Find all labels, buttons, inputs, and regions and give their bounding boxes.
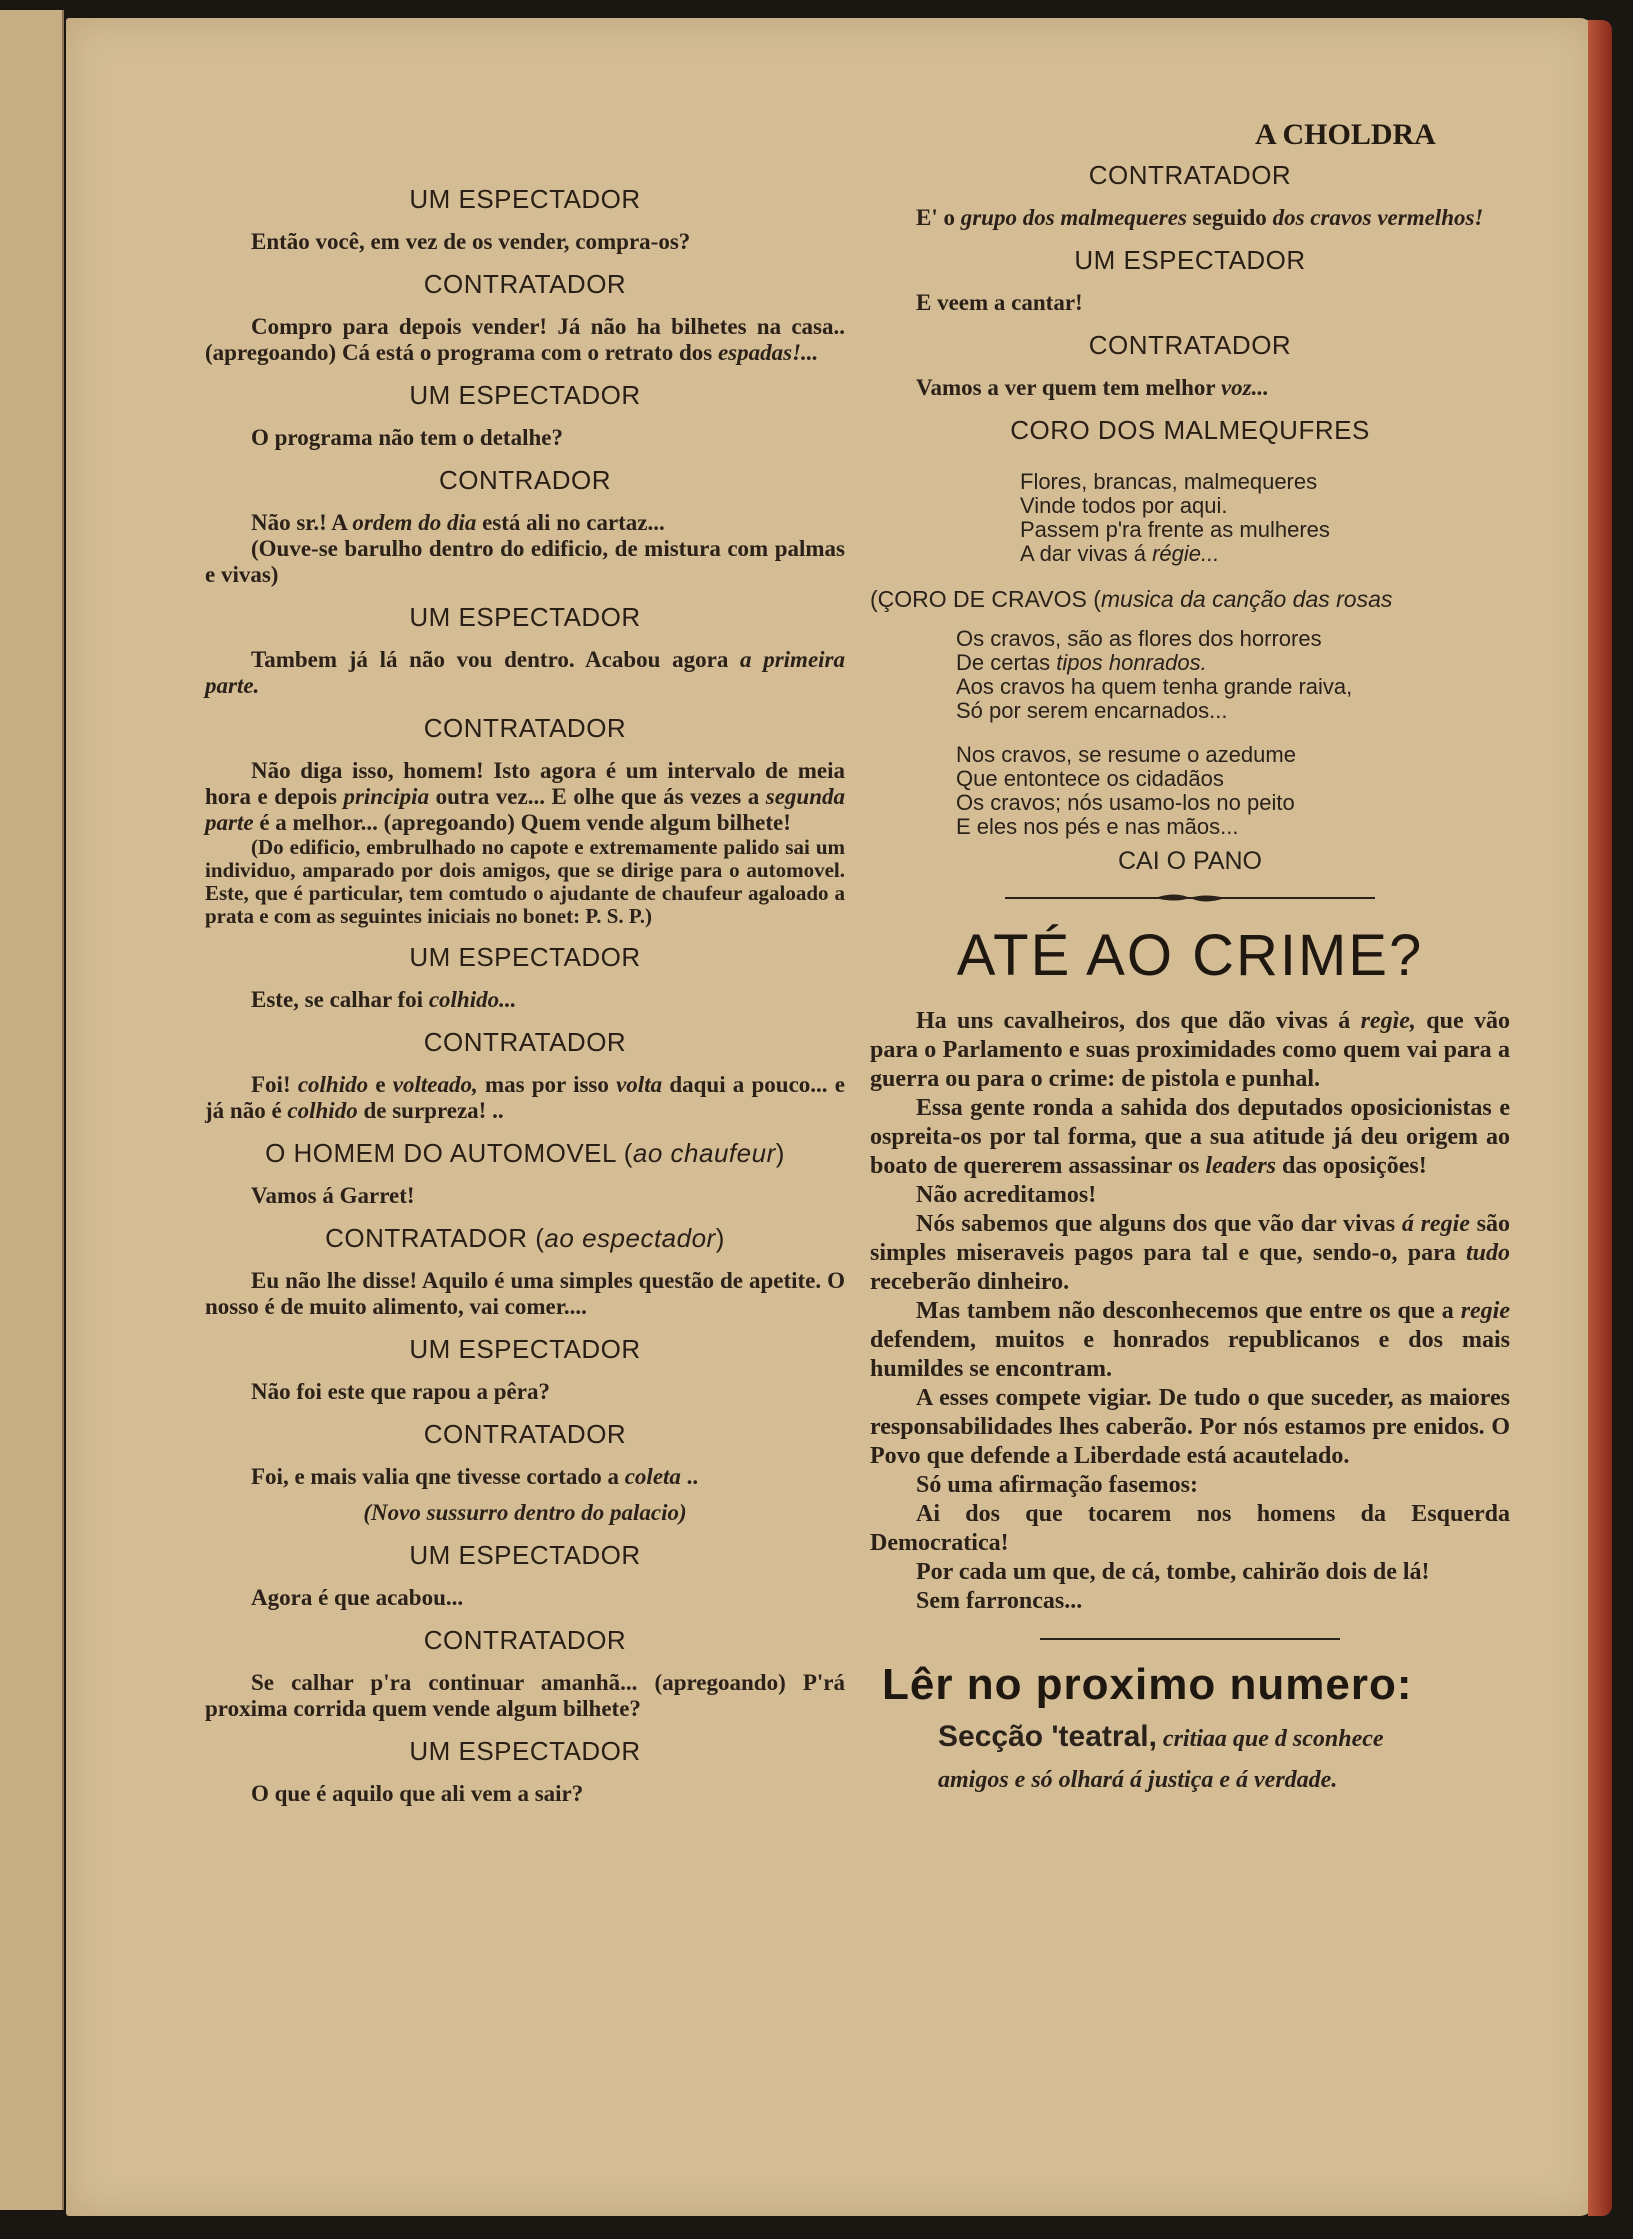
article-body xyxy=(870,1007,1510,1616)
speaker-heading: CONTRATADOR xyxy=(423,1625,627,1655)
article-title: ATÉ AO CRIME? xyxy=(956,923,1424,988)
dialogue-line: Compro para depois vender! Já não ha bilhetes na casa.. (apregoando) Cá está o programa com o retrato dos espadas!... xyxy=(205,314,845,365)
verse-line: Vinde todos por aqui. xyxy=(1020,493,1228,518)
dialogue-line: Este, se calhar foi colhido... xyxy=(251,987,517,1012)
speaker-heading: CORO DOS MALMEQUFRES xyxy=(1010,415,1370,445)
verse-line: Nos cravos, se resume o azedume xyxy=(956,742,1296,767)
article-paragraph: Não acreditamos! xyxy=(916,1182,1097,1208)
dialogue-line: Foi, e mais valia qne tivesse cortado a coleta .. xyxy=(251,1464,699,1489)
speaker-heading: CONTRATADOR xyxy=(423,1027,627,1057)
dialogue-line: Não sr.! A ordem do dia está ali no cartaz... xyxy=(251,510,665,535)
speaker-heading: UM ESPECTADOR xyxy=(409,1540,641,1570)
curtain-falls: CAI O PANO xyxy=(1117,847,1262,875)
dialogue-line: Foi! colhido e volteado, mas por isso volta daqui a pouco... e já não é colhido de surpreza! .. xyxy=(205,1072,845,1123)
article-paragraph: Ha uns cavalheiros, dos que dão vivas á regìe, que vão para o Parlamento e suas proximidades como quem vai para a guerra ou para o crime: de pistola e punhal. xyxy=(870,1008,1510,1092)
speaker-heading: UM ESPECTADOR xyxy=(409,1736,641,1766)
stage-direction: (Ouve-se barulho dentro do edificio, de mistura com palmas e vivas) xyxy=(205,536,845,587)
chorus-heading: (ÇORO DE CRAVOS (musica da canção das rosas xyxy=(870,586,1393,612)
verse-line: Passem p'ra frente as mulheres xyxy=(1020,517,1330,542)
next-issue-notice: Secção 'teatral, critiaa que d sconhece amigos e só olhará á justiça e á verdade. xyxy=(938,1720,1384,1793)
verse-line: E eles nos pés e nas mãos... xyxy=(956,814,1239,839)
speaker-heading: CONTRADOR xyxy=(438,465,612,495)
speaker-heading: CONTRATADOR xyxy=(423,269,627,299)
verse-line: Que entontece os cidadãos xyxy=(956,766,1224,791)
speaker-heading: CONTRATADOR xyxy=(1088,330,1292,360)
speaker-heading: O HOMEM DO AUTOMOVEL (ao chaufeur) xyxy=(265,1138,785,1168)
article-paragraph: Só uma afirmação fasemos: xyxy=(916,1472,1198,1498)
speaker-heading: UM ESPECTADOR xyxy=(409,1334,641,1364)
verse-stanza xyxy=(1020,470,1510,566)
dialogue-line: Eu não lhe disse! Aquilo é uma simples questão de apetite. O nosso é de muito alimento, vai comer.... xyxy=(205,1268,845,1319)
ornamental-rule xyxy=(1005,890,1375,906)
verse-stanza xyxy=(956,743,1510,839)
speaker-heading: UM ESPECTADOR xyxy=(409,380,641,410)
speaker-heading: UM ESPECTADOR xyxy=(409,602,641,632)
verse-line: A dar vivas á régie... xyxy=(1020,541,1220,566)
dialogue-line: Agora é que acabou... xyxy=(251,1585,464,1610)
dialogue-line: Então você, em vez de os vender, compra-os? xyxy=(251,229,691,254)
stage-direction: (Novo sussurro dentro do palacio) xyxy=(363,1500,687,1525)
speaker-heading: UM ESPECTADOR xyxy=(409,942,641,972)
dialogue-line: Tambem já lá não vou dentro. Acabou agora a primeira parte. xyxy=(205,647,846,698)
article-paragraph: Por cada um que, de cá, tombe, cahirão dois de lá! xyxy=(916,1559,1430,1585)
verse-line: De certas tipos honrados. xyxy=(956,650,1207,675)
dialogue-line: Vamos a ver quem tem melhor voz... xyxy=(916,375,1269,400)
article-paragraph: Nós sabemos que alguns dos que vão dar vivas á regie são simples miseraveis pagos para tal e que, sendo-o, para tudo receberão dinheiro. xyxy=(870,1211,1511,1295)
speaker-heading: CONTRATADOR xyxy=(423,713,627,743)
article-paragraph: Essa gente ronda a sahida dos deputados oposicionistas e ospreita-os por tal forma, que a sua atitude já deu origem ao boato de quererem assassinar os leaders das oposições! xyxy=(870,1095,1510,1179)
dialogue-line: O que é aquilo que ali vem a sair? xyxy=(251,1781,584,1806)
dialogue-line: Vamos á Garret! xyxy=(251,1183,415,1208)
verse-stanza xyxy=(956,627,1510,723)
speaker-heading: CONTRATADOR xyxy=(423,1419,627,1449)
running-head: A CHOLDRA xyxy=(1255,118,1436,151)
dialogue-line: E' o grupo dos malmequeres seguido dos cravos vermelhos! xyxy=(916,205,1484,230)
verse-line: Só por serem encarnados... xyxy=(956,698,1228,723)
article-paragraph: Mas tambem não desconhecemos que entre os que a regie defendem, muitos e honrados republicanos e dos mais humildes se encontram. xyxy=(870,1298,1510,1382)
speaker-heading: UM ESPECTADOR xyxy=(1074,245,1306,275)
dialogue-line: Não diga isso, homem! Isto agora é um intervalo de meia hora e depois principia outra vez... E olhe que ás vezes a segunda parte é a melhor... (apregoando) Quem vende algum bilhete! xyxy=(205,758,845,835)
stage-direction: (Do edificio, embrulhado no capote e extremamente palido sai um individuo, amparado por dois amigos, que se dirige para o automovel. Este, que é particular, tem comtudo o ajudante de chaufeur agaloado a prata e com as seguintes iniciais no bonet: P. S. P.) xyxy=(205,835,845,928)
article-paragraph: A esses compete vigiar. De tudo o que suceder, as maiores responsabilidades lhes caberão. Por nós estamos pre enidos. O Povo que defende a Liberdade está acautelado. xyxy=(870,1385,1510,1469)
speaker-heading: CONTRATADOR xyxy=(1088,160,1292,190)
speaker-heading: CONTRATADOR (ao espectador) xyxy=(325,1223,725,1253)
left-page-edge xyxy=(0,10,64,2210)
dialogue-line: O programa não tem o detalhe? xyxy=(251,425,563,450)
right-column xyxy=(870,120,1510,1802)
left-column xyxy=(205,170,845,1817)
dialogue-line: Se calhar p'ra continuar amanhã... (apregoando) P'rá proxima corrida quem vende algum bilhete? xyxy=(205,1670,845,1721)
divider-rule xyxy=(1040,1638,1340,1640)
dialogue-line: E veem a cantar! xyxy=(916,290,1083,315)
speaker-heading: UM ESPECTADOR xyxy=(409,184,641,214)
verse-line: Aos cravos ha quem tenha grande raiva, xyxy=(956,674,1353,699)
verse-line: Flores, brancas, malmequeres xyxy=(1020,469,1318,494)
article-paragraph: Sem farroncas... xyxy=(916,1588,1083,1614)
verse-line: Os cravos; nós usamo-los no peito xyxy=(956,790,1295,815)
next-issue-title: Lêr no proximo numero: xyxy=(882,1660,1413,1709)
article-paragraph: Ai dos que tocarem nos homens da Esquerda Democratica! xyxy=(870,1501,1510,1556)
red-cover-edge xyxy=(1588,20,1612,2216)
verse-line: Os cravos, são as flores dos horrores xyxy=(956,626,1322,651)
dialogue-line: Não foi este que rapou a pêra? xyxy=(251,1379,550,1404)
